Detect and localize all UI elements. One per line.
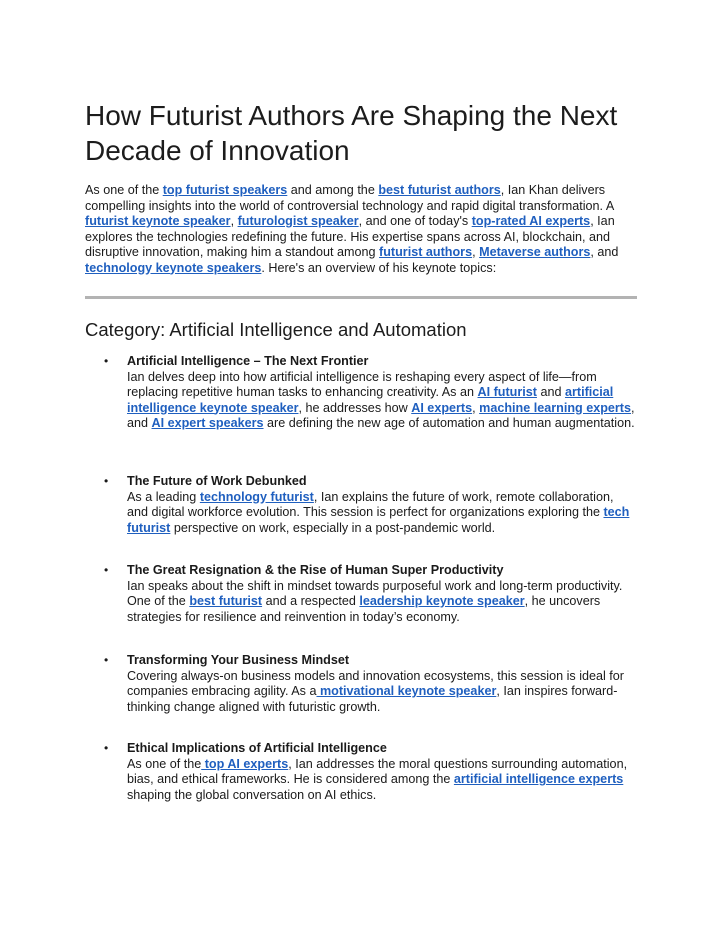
- link-top-futurist-speakers[interactable]: top futurist speakers: [162, 183, 288, 197]
- horizontal-divider: [85, 296, 637, 299]
- intro-text: , Ian Khan delivers compelling insights into the world of controversial technology and rapid digital transformation. A: [85, 183, 614, 213]
- item-text-run: are defining the new age of automation and human augmentation.: [263, 416, 635, 430]
- intro-text: and among the: [287, 183, 379, 197]
- link-leadership-keynote-speaker[interactable]: leadership keynote speaker: [359, 594, 525, 608]
- intro-text: . Here's an overview of his keynote topics:: [261, 260, 497, 275]
- link-futurist-keynote-speaker[interactable]: futurist keynote speaker: [85, 214, 231, 228]
- page-title: How Futurist Authors Are Shaping the Next Decade of Innovation: [85, 100, 618, 166]
- item-text-run: As a leading: [127, 489, 200, 504]
- intro-text: ,: [230, 214, 238, 228]
- item-text-run: , and: [127, 400, 635, 430]
- intro-paragraph: [85, 183, 637, 276]
- link-ai-futurist[interactable]: AI futurist: [477, 385, 537, 399]
- item-text: [127, 370, 637, 432]
- link-motivational-keynote-speaker[interactable]: motivational keynote speaker: [316, 684, 497, 698]
- item-text-run: , he uncovers strategies for resilience and reinvention in today’s economy.: [127, 594, 601, 624]
- item-text-run: , Ian explains the future of work, remote collaboration, and digital workforce evolution. This session is perfect for organizations exploring the: [127, 489, 614, 519]
- link-artificial-intelligence-experts[interactable]: artificial intelligence experts: [453, 772, 624, 786]
- category-heading: Category: Artificial Intelligence and Automation: [85, 319, 467, 340]
- bullet-icon: •: [104, 653, 109, 667]
- item-text-run: , Ian addresses the moral questions surrounding automation, bias, and ethical frameworks. He is considered among the: [127, 756, 628, 786]
- intro-text: As one of the: [85, 183, 163, 197]
- item-text: [127, 669, 637, 716]
- item-text-run: Covering always-on business models and innovation ecosystems, this session is ideal for companies embracing agility. As a: [127, 668, 624, 698]
- item-text-run: perspective on work, especially in a post-pandemic world.: [170, 520, 496, 535]
- item-text-run: ,: [472, 400, 480, 415]
- item-title: Transforming Your Business Mindset: [127, 653, 350, 667]
- list-item-body: [127, 474, 637, 536]
- item-text-run: and a respected: [262, 594, 360, 608]
- list-item-body: [127, 653, 637, 715]
- item-text-run: , he addresses how: [298, 400, 412, 415]
- link-ai-expert-speakers[interactable]: AI expert speakers: [151, 416, 264, 430]
- intro-text: , Ian explores the technologies redefining the future. His expertise spans across AI, blockchain, and disruptive innovation, making him a standout among: [85, 214, 615, 259]
- link-artificial-intelligence-keynote-speaker[interactable]: artificial intelligence keynote speaker: [127, 385, 614, 415]
- item-title: Artificial Intelligence – The Next Frontier: [127, 354, 369, 368]
- intro-text: , and: [590, 245, 619, 259]
- link-technology-futurist[interactable]: technology futurist: [199, 489, 314, 504]
- bullet-icon: •: [104, 563, 109, 577]
- item-text: [127, 490, 637, 537]
- item-text-run: Ian speaks about the shift in mindset towards purposeful work and long-term productivity. One of the: [127, 578, 623, 608]
- item-text-run: Ian delves deep into how artificial intelligence is reshaping every aspect of life—from replacing repetitive human tasks to enhancing creativity. As an: [127, 369, 597, 399]
- intro-text: , and one of today's: [358, 214, 472, 228]
- link-top-rated-ai-experts[interactable]: top-rated AI experts: [471, 214, 591, 228]
- intro-text: ,: [472, 245, 480, 259]
- item-title: Ethical Implications of Artificial Intelligence: [127, 741, 387, 755]
- link-tech-futurist[interactable]: tech futurist: [127, 505, 630, 535]
- link-ai-experts[interactable]: AI experts: [411, 400, 473, 415]
- link-best-futurist-authors[interactable]: best futurist authors: [378, 183, 501, 197]
- item-text-run: As one of the: [127, 756, 202, 771]
- link-technology-keynote-speakers[interactable]: technology keynote speakers: [85, 260, 262, 275]
- item-text: [127, 757, 637, 804]
- item-text-run: , Ian inspires forward-thinking change aligned with futuristic growth.: [127, 684, 618, 714]
- list-item-body: [127, 354, 637, 432]
- link-machine-learning-experts[interactable]: machine learning experts: [479, 400, 632, 415]
- link-top-ai-experts[interactable]: top AI experts: [201, 756, 289, 771]
- link-metaverse-authors[interactable]: Metaverse authors: [479, 245, 591, 259]
- item-text-run: and: [536, 385, 565, 399]
- bullet-icon: •: [104, 354, 109, 368]
- link-futurologist-speaker[interactable]: futurologist speaker: [237, 214, 359, 228]
- item-text-run: shaping the global conversation on AI ethics.: [127, 787, 377, 802]
- list-item-body: [127, 563, 637, 625]
- link-futurist-authors[interactable]: futurist authors: [379, 245, 473, 259]
- bullet-icon: •: [104, 741, 109, 755]
- item-title: The Future of Work Debunked: [127, 474, 307, 488]
- link-best-futurist[interactable]: best futurist: [189, 594, 263, 608]
- bullet-icon: •: [104, 474, 109, 488]
- item-text: [127, 579, 637, 626]
- item-title: The Great Resignation & the Rise of Human Super Productivity: [127, 563, 504, 577]
- list-item-body: [127, 741, 637, 803]
